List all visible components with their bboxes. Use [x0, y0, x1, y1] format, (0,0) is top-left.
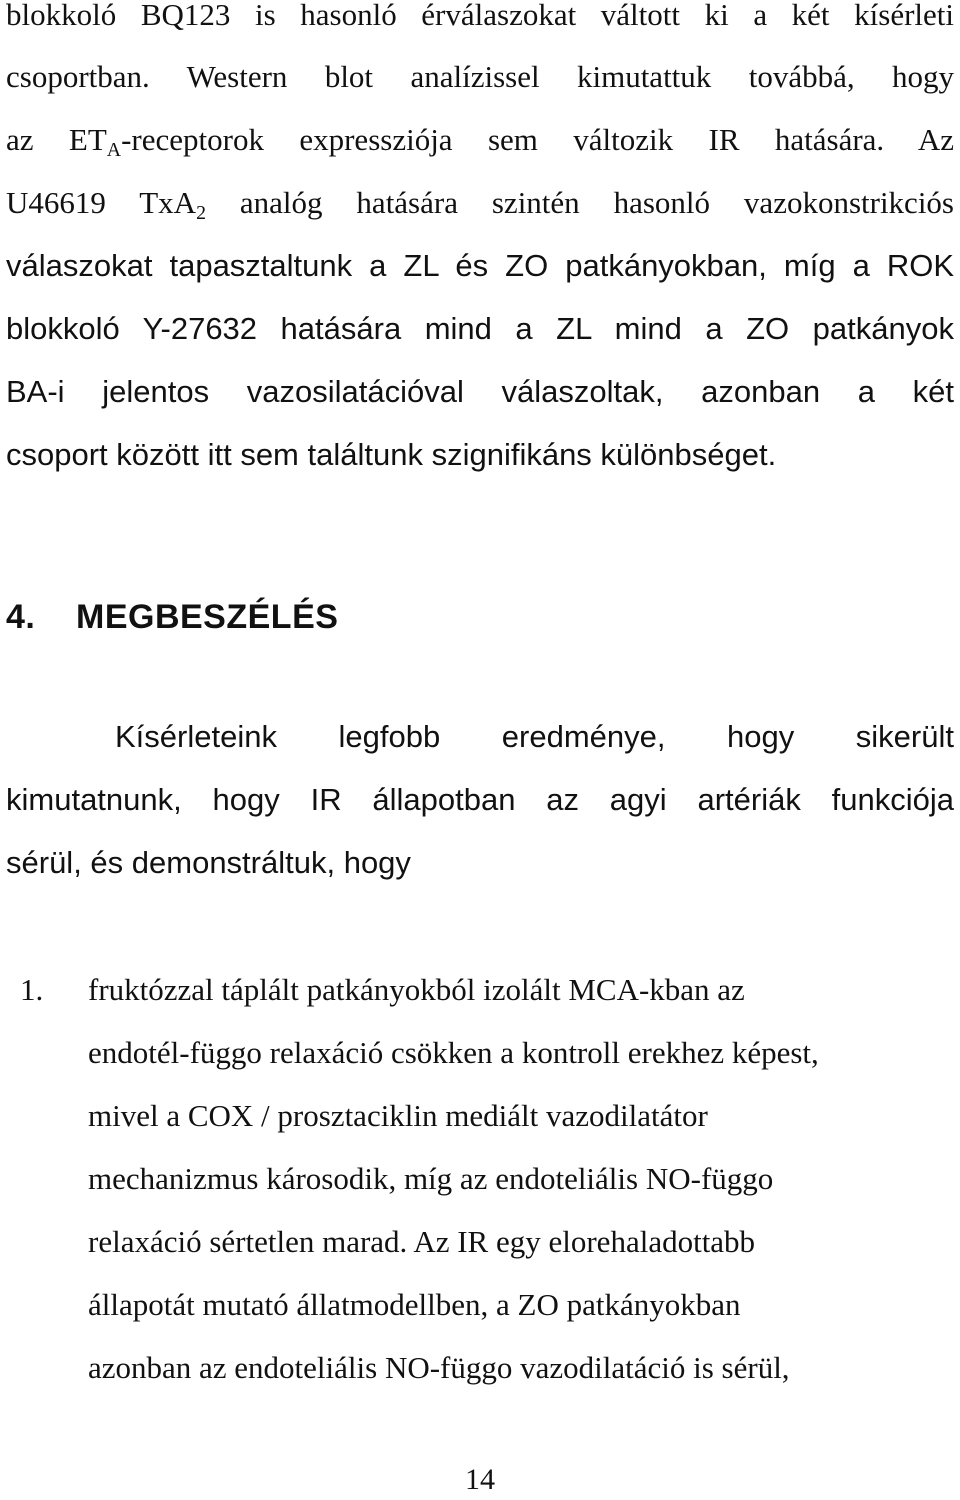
paragraph-1-line-3	[6, 120, 954, 160]
list-item-line-3: mivel a COX / prosztaciklin mediált vazodilatátor	[88, 1098, 708, 1133]
section-heading	[6, 595, 338, 639]
section-number: 4.	[6, 598, 36, 636]
paragraph-2-line-2: kimutatnunk, hogy IR állapotban az agyi artériák funkciója	[6, 782, 954, 817]
paragraph-1-line-1: blokkoló BQ123 is hasonló érválaszokat váltott ki a két kísérleti	[6, 0, 954, 32]
paragraph-1-line-4	[6, 183, 954, 223]
list-item-line-5: relaxáció sértetlen marad. Az IR egy elorehaladottabb	[88, 1224, 756, 1259]
subscript: 2	[196, 202, 206, 225]
list-item-line-1: fruktózzal táplált patkányokból izolált MCA-kban az	[88, 972, 745, 1007]
text-run: az ET	[6, 122, 107, 157]
list-item-number: 1.	[20, 972, 44, 1007]
paragraph-2-line-1: Kísérleteink legfobb eredménye, hogy sikerült	[115, 719, 954, 754]
paragraph-2-line-3: sérül, és demonstráltuk, hogy	[6, 845, 411, 880]
list-item-line-7: azonban az endoteliális NO-függo vazodilatáció is sérül,	[88, 1350, 790, 1385]
text-run: analóg hatására szintén hasonló vazokonstrikciós	[205, 185, 954, 220]
paragraph-1-line-7: BA-i jelentos vazosilatációval válaszoltak, azonban a két	[6, 374, 954, 409]
list-item-line-2: endotél-függo relaxáció csökken a kontroll erekhez képest,	[88, 1035, 819, 1070]
text-run: -receptorok expressziója sem változik IR hatására. Az	[121, 122, 955, 157]
paragraph-1-line-5: válaszokat tapasztaltunk a ZL és ZO patkányokban, míg a ROK	[6, 248, 954, 283]
paragraph-1-line-8: csoport között itt sem találtunk szignifikáns különbséget.	[6, 437, 777, 472]
page-number: 14	[465, 1463, 495, 1496]
paragraph-1-line-6: blokkoló Y-27632 hatására mind a ZL mind a ZO patkányok	[6, 311, 954, 346]
subscript: A	[106, 139, 122, 162]
list-item-line-6: állapotát mutató állatmodellben, a ZO patkányokban	[88, 1287, 741, 1322]
paragraph-1-line-2: csoportban. Western blot analízissel kimutattuk továbbá, hogy	[6, 59, 954, 94]
section-title: MEGBESZÉLÉS	[76, 598, 339, 636]
text-run: U46619 TxA	[6, 185, 197, 220]
list-item-line-4: mechanizmus károsodik, míg az endoteliális NO-függo	[88, 1161, 774, 1196]
